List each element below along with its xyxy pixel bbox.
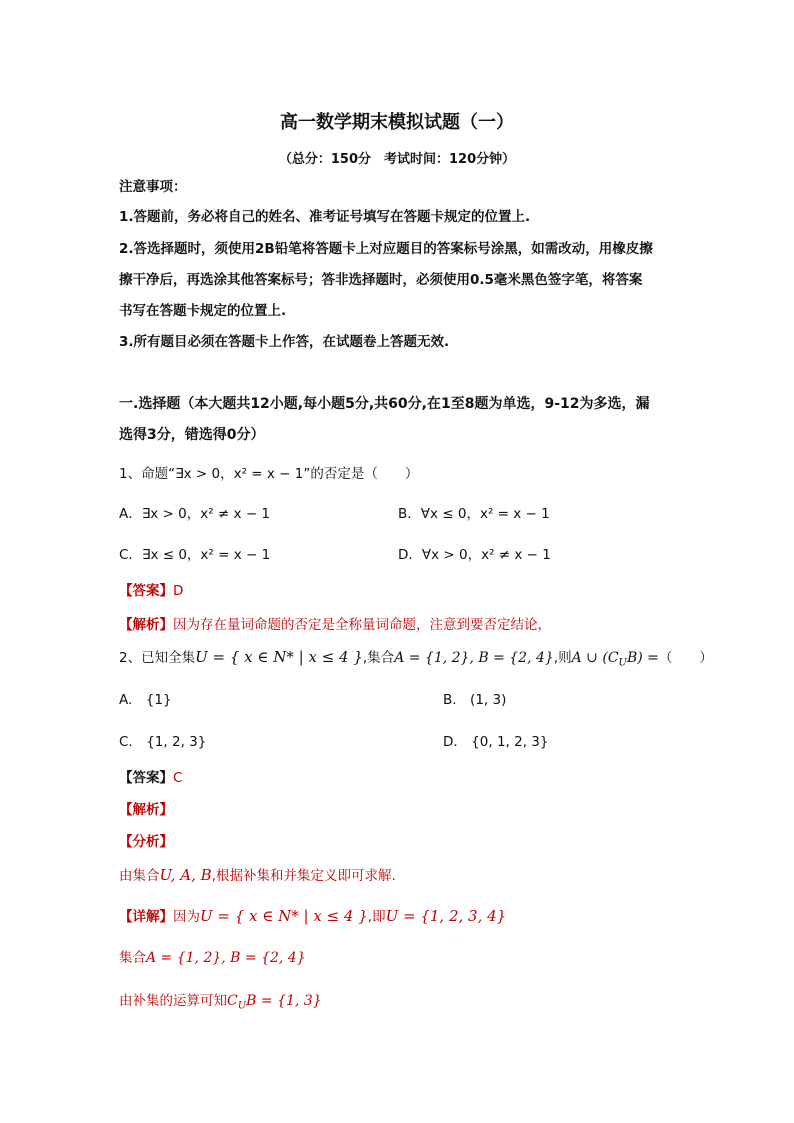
- sets-prefix: 集合: [119, 950, 146, 966]
- question-2-detail: [119, 907, 506, 926]
- answer-label: 【答案】: [119, 583, 173, 599]
- question-1-option-d: D．∀x > 0，x² ≠ x − 1: [398, 547, 551, 563]
- complement-subscript: U: [237, 1000, 247, 1012]
- sets-ab: A = {1, 2}, B = {2, 4}: [394, 650, 554, 666]
- note-2-line-1: 2.答选择题时，须使用2B铅笔将答题卡上对应题目的答案标号涂黑，如需改动，用橡皮擦: [119, 241, 653, 257]
- question-2-option-d: D. {0, 1, 2, 3}: [443, 734, 549, 750]
- analysis-text: 因为存在量词命题的否定是全称量词命题，注意到要否定结论，: [173, 617, 551, 633]
- section-heading-line-2: 选得3分，错选得0分）: [119, 427, 265, 443]
- question-1-option-b: B．∀x ≤ 0，x² = x − 1: [398, 506, 550, 522]
- detail-universal-set: U = { x ∈ N* | x ≤ 4 }: [200, 907, 368, 925]
- detail-prefix: 因为: [173, 909, 200, 925]
- fenxi-prefix: 由集合: [119, 868, 160, 884]
- detail-mid: ,即: [367, 909, 386, 925]
- question-2-option-b: B. (1, 3): [443, 692, 507, 708]
- section-heading-line-1: 一.选择题（本大题共12小题,每小题5分,共60分,在1至8题为单选，9-12为多选，漏: [119, 396, 650, 412]
- note-3: 3.所有题目必须在答题卡上作答，在试题卷上答题无效.: [119, 334, 450, 350]
- fenxi-suffix: ,根据补集和并集定义即可求解.: [211, 868, 396, 884]
- question-2-fenxi: [119, 866, 396, 885]
- stem-prefix: 2、已知全集: [119, 650, 196, 666]
- question-1-answer: [119, 582, 183, 600]
- fenxi-sets: U, A, B: [159, 866, 212, 884]
- question-1-analysis: [119, 616, 551, 634]
- detail-universal-set-listed: U = {1, 2, 3, 4}: [385, 907, 507, 925]
- complement-expr: B = {1, 3}: [246, 993, 322, 1009]
- question-1-option-a: A．∃x > 0，x² ≠ x − 1: [119, 506, 271, 522]
- question-2-analysis-label: 【解析】: [119, 802, 173, 818]
- note-2-line-3: 书写在答题卡规定的位置上.: [119, 303, 287, 319]
- answer-value: C: [173, 770, 183, 786]
- answer-value: D: [173, 583, 184, 599]
- complement-prefix: 由补集的运算可知: [119, 993, 227, 1009]
- expr-subscript: U: [618, 657, 627, 669]
- sets-expr: A = {1, 2}, B = {2, 4}: [146, 950, 306, 966]
- expr-part-2: B) =: [626, 650, 659, 666]
- stem-mid: ,集合: [362, 650, 395, 666]
- note-2-line-2: 擦干净后，再选涂其他答案标号；答非选择题时，必须使用0.5毫米黑色签字笔，将答案: [119, 272, 643, 288]
- question-2-answer: [119, 769, 182, 787]
- universal-set: U = { x ∈ N* | x ≤ 4 }: [195, 648, 363, 666]
- detail-label: 【详解】: [119, 909, 173, 925]
- answer-label: 【答案】: [119, 770, 173, 786]
- note-1: 1.答题前，务必将自己的姓名、准考证号填写在答题卡规定的位置上.: [119, 209, 531, 225]
- complement-c: C: [227, 993, 238, 1009]
- stem-paren: （ ）: [658, 650, 713, 666]
- question-2-option-c: C. {1, 2, 3}: [119, 734, 207, 750]
- notes-heading: 注意事项：: [119, 179, 187, 195]
- question-2-stem: [119, 648, 713, 673]
- exam-info: （总分：150分 考试时间：120分钟）: [278, 152, 516, 167]
- analysis-label: 【解析】: [119, 617, 173, 633]
- question-2-fenxi-label: 【分析】: [119, 834, 173, 850]
- question-2-option-a: A. {1}: [119, 692, 172, 708]
- question-2-sets: [119, 949, 306, 967]
- question-2-complement: [119, 992, 322, 1016]
- stem-then: ,则: [553, 650, 572, 666]
- question-1-stem: 1、命题“∃x > 0，x² = x − 1”的否定是（ ）: [119, 466, 419, 482]
- expr-part-1: A ∪ (C: [571, 650, 619, 666]
- page-title: 高一数学期末模拟试题（一）: [280, 112, 514, 133]
- question-1-option-c: C．∃x ≤ 0，x² = x − 1: [119, 547, 271, 563]
